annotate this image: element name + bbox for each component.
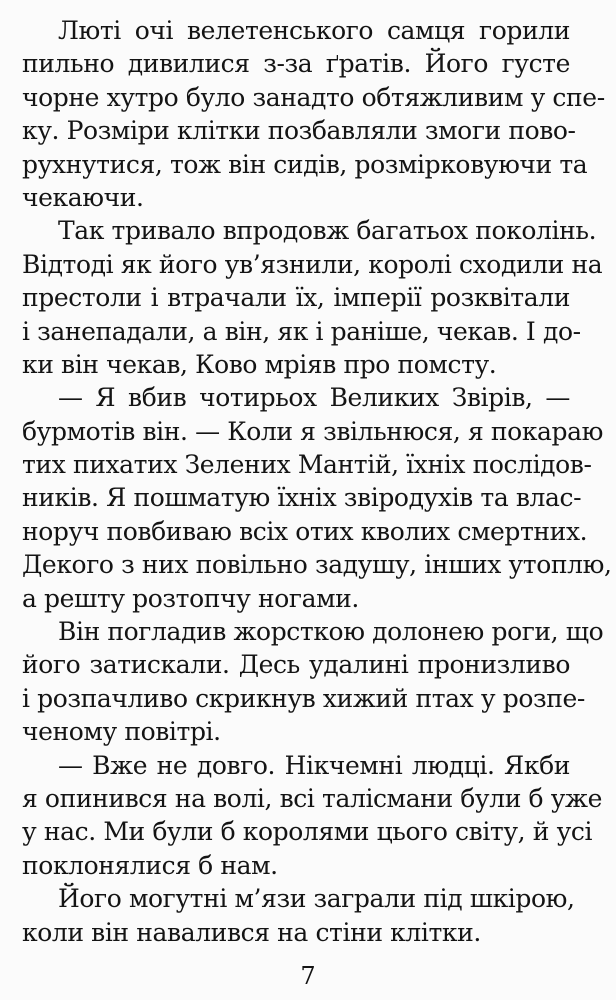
text-line: його затискали. Десь удалині пронизливо [22,650,570,680]
text-line: ників. Я пошматую їхніх звіродухів та влас- [22,483,582,513]
paragraph [22,882,575,949]
text-line: і занепадали, а він, як і раніше, чекав. І до- [22,316,581,346]
text-line: престоли і втрачали їх, імперії розквітали [22,283,570,313]
text-line: чекаючи. [22,182,144,212]
text-line: Так тривало впродовж багатьох поколінь. [58,216,597,246]
text-line: — Я вбив чотирьох Великих Звірів, — [58,383,570,413]
text-line: ку. Розміри клітки позбавляли змоги пово- [22,116,576,146]
text-line: і розпачливо скрикнув хижий птах у розпе- [22,683,585,713]
text-line: у нас. Ми були б королями цього світу, й усі [22,817,593,847]
text-line: Люті очі велетенського самця горили [58,16,570,45]
paragraph [22,749,603,883]
text-line: я опинився на волі, всі талісмани були б уже [22,783,603,813]
text-line: Декого з них повільно задушу, інших утоплю, [22,550,612,580]
text-line: чорне хутро було занадто обтяжливим у спе- [22,82,605,112]
text-line: Відтоді як його ув’язнили, королі сходили на [22,249,603,279]
text-line: ки він чекав, Ково мріяв про помсту. [22,349,497,379]
text-line: пильно дивилися з-за ґратів. Його густе [22,49,570,79]
page-number: 7 [300,962,316,990]
text-line: поклонялися б нам. [22,850,278,880]
text-line: а решту розтопчу ногами. [22,583,359,613]
body-text [22,14,612,949]
paragraph [22,14,605,214]
text-line: тих пихатих Зелених Мантій, їхніх послідов- [22,450,592,480]
paragraph [22,615,604,749]
text-line: коли він навалився на стіни клітки. [22,917,481,947]
text-line: — Вже не довго. Нікчемні людці. Якби [58,750,570,780]
text-line: рухнутися, тож він сидів, розмірковуючи та [22,149,588,179]
paragraph [22,214,603,381]
text-line: норуч повбиваю всіх отих кволих смертних. [22,516,588,546]
paragraph [22,381,612,615]
text-line: Він погладив жорсткою долонею роги, що [58,617,604,647]
text-line: Його могутні м’язи заграли під шкірою, [58,884,575,914]
text-line: ченому повітрі. [22,717,221,747]
text-line: бурмотів він. — Коли я звільнюся, я покараю [22,416,604,446]
